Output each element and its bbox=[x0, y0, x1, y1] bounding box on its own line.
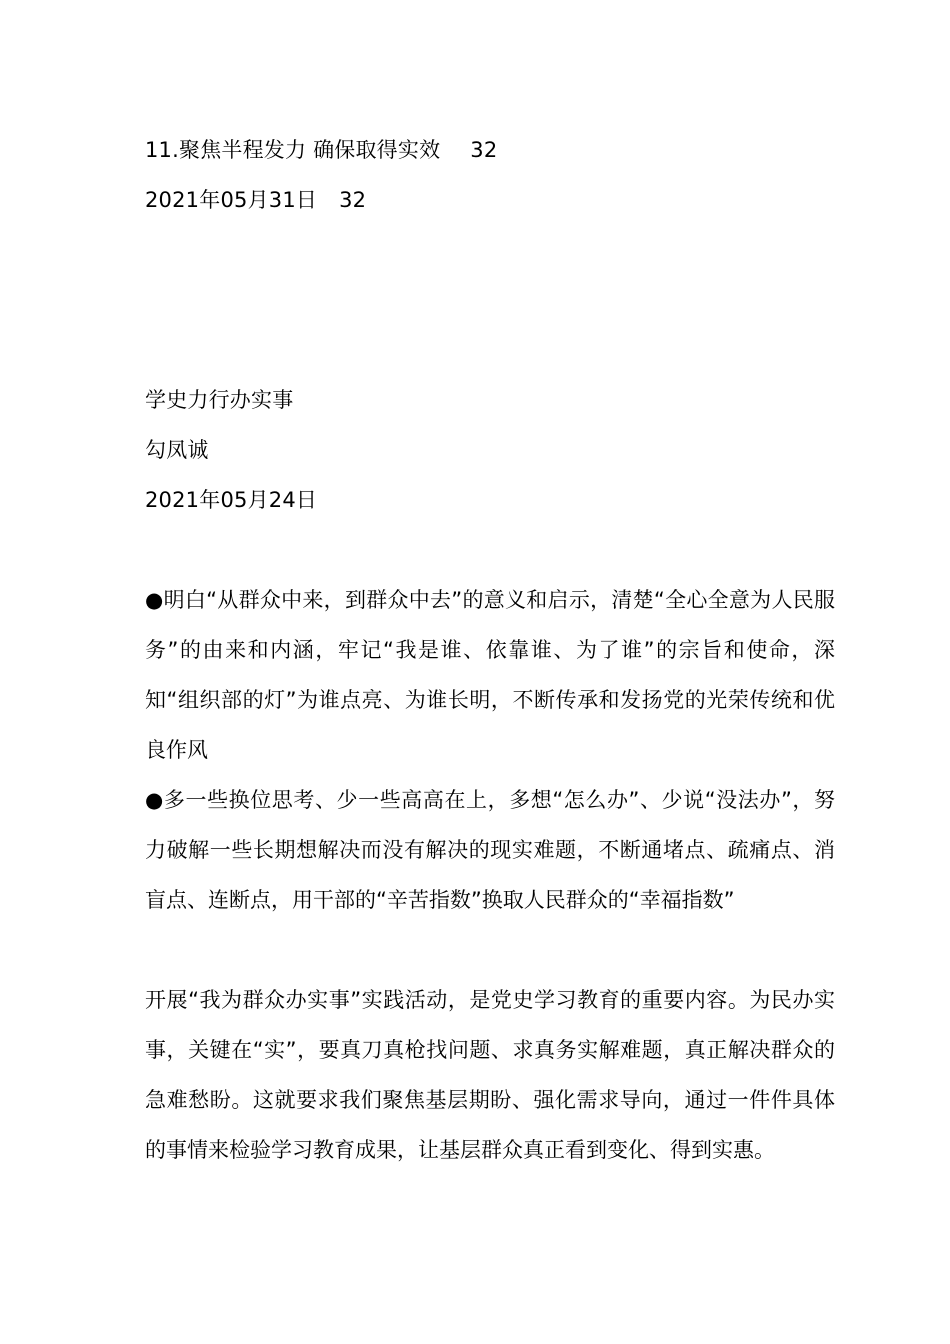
article-paragraph: ●明白“从群众中来，到群众中去”的意义和启示，清楚“全心全意为人民服务”的由来和内涵，牢记“我是谁、依靠谁、为了谁”的宗旨和使命，深知“组织部的灯”为谁点亮、为谁长明，不断传承和发扬党的光荣传统和优良作风 bbox=[145, 588, 835, 762]
toc-entry-date-page: 32 bbox=[339, 188, 367, 212]
toc-entry-title: 11.聚焦半程发力 确保取得实效 bbox=[145, 138, 441, 162]
article-author: 勾凤诚 bbox=[145, 438, 209, 462]
article-paragraph: 开展“我为群众办实事”实践活动，是党史学习教育的重要内容。为民办实事，关键在“实”，要真刀真枪找问题、求真务实解难题，真正解决群众的急难愁盼。这就要求我们聚焦基层期盼、强化需求导向，通过一件件具体的事情来检验学习教育成果，让基层群众真正看到变化、得到实惠。 bbox=[145, 988, 835, 1162]
article-paragraph: ●多一些换位思考、少一些高高在上，多想“怎么办”、少说“没法办”，努力破解一些长期想解决而没有解决的现实难题，不断通堵点、疏痛点、消盲点、连断点，用干部的“辛苦指数”换取人民群众的“幸福指数” bbox=[145, 788, 835, 912]
article-title: 学史力行办实事 bbox=[145, 388, 294, 412]
article-date: 2021年05月24日 bbox=[145, 488, 318, 512]
toc-entry bbox=[145, 136, 497, 164]
toc-entry-date: 2021年05月31日 bbox=[145, 188, 318, 212]
toc-entry-date-line bbox=[145, 186, 366, 214]
toc-entry-page: 32 bbox=[470, 138, 498, 162]
